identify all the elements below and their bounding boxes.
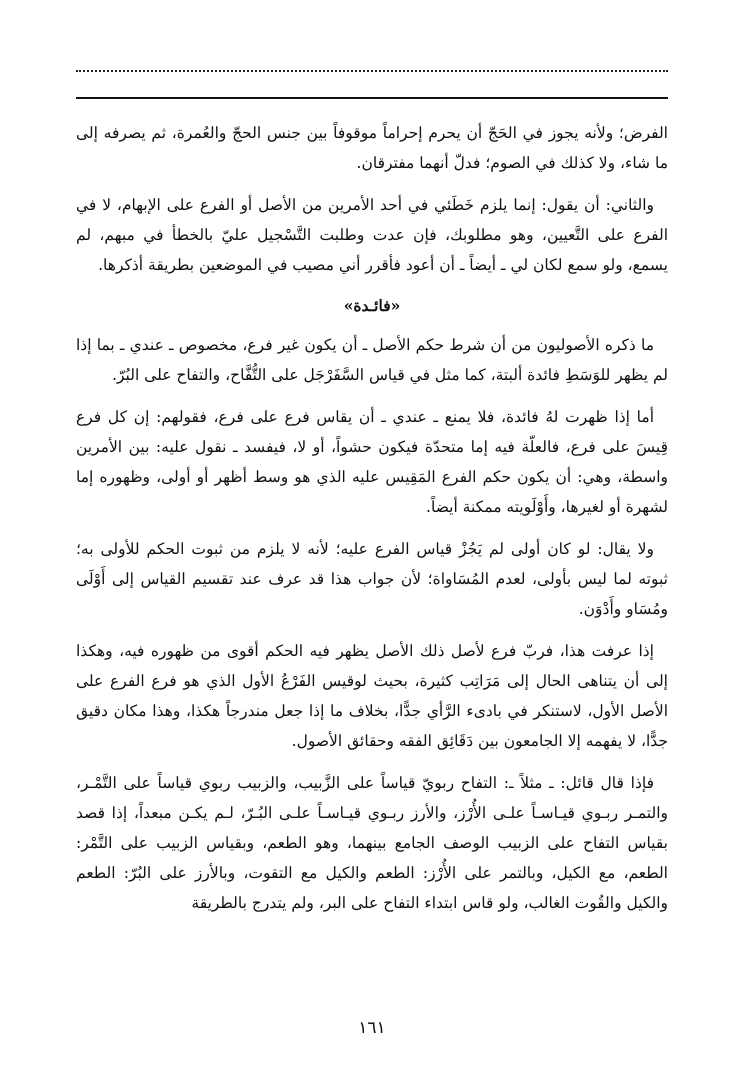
page-body	[76, 118, 668, 930]
section-paragraph-5: فإذا قال قائل: ـ مثلاً ـ: التفاح ربويّ قياساً على الزَّبيب، والزبيب ربوي قياساً على التَّمْـر، والتمـر ربـوي قيـاسـاً علـى الأُرْز، والأرز ربـوي قيـاسـاً علـى البُـرّ، لـم يكـن مبعداً، إذا قصد بقياس التفاح على الزبيب الوصف الجامع بينهما، وهو الطعم، وبقياس الزبيب على التَّمْر: الطعم، مع الكيل، وبالتمر على الأُرْز: الطعم والكيل مع التقوت، وبالأرز على البُرّ: الطعم والكيل والقُوت الغالب، ولو قاس ابتداء التفاح على البر، ولم يتدرج بالطريقة	[76, 774, 668, 912]
section-paragraph-3: ولا يقال: لو كان أولى لم يَجُزْ قياس الفرع عليه؛ لأنه لا يلزم من ثبوت الحكم للأولى به؛ ثبوته لما ليس بأولى، لعدم المُسَاواة؛ لأن جواب هذا قد عرف عند تقسيم القياس إلى أَوْلَى ومُسَاو وأَدْوَن.	[76, 540, 668, 618]
document-page	[76, 0, 668, 1092]
paragraph-1: الفرض؛ ولأنه يجوز في الحَجّ أن يحرم إحراماً موقوفاً بين جنس الحجّ والعُمرة، ثم يصرفه إلى ما شاء، ولا كذلك في الصوم؛ فدلّ أنهما مفترقان.	[76, 124, 668, 172]
section-paragraph-4: إذا عرفت هذا، فربّ فرع لأصل ذلك الأصل يظهر فيه الحكم أقوى من ظهوره فيه، وهكذا إلى أن يتناهى الحال إلى مَرَاتِب كثيرة، بحيث لوقيس الفَرْعُ الأول الذي هو فرع الفرع على الأصل الأول، لاستنكر في بادىء الرَّأي جدًّا، بخلاف ما إذا جعل مندرجاً هكذا، وهذا مكان دقيق جدًّا، لا يفهمه إلا الجامعون بين دَقَائِق الفقه وحقائق الأصول.	[76, 642, 668, 750]
page-number: ١٦١	[358, 1018, 386, 1038]
section-paragraph-1: ما ذكره الأصوليون من أن شرط حكم الأصل ـ أن يكون غير فرع، مخصوص ـ عندي ـ بما إذا لم يظهر للوَسَطِ فائدة ألبتة، كما مثل في قياس السَّفَرْجَل على التُّفَّاح، والتفاح على البُرّ.	[76, 336, 668, 384]
section-paragraph-2: أما إذا ظهرت لهُ فائدة، فلا يمنع ـ عندي ـ أن يقاس فرع على فرع، فقولهم: إن كل فرع قِيسَ على فرع، فالعلّة فيه إما متحدّة فيكون حشواً، أو لا، فيفسد ـ نقول عليه: بين الأمرين واسطة، وهي: أن يكون حكم الفرع المَقِيس عليه الذي هو وسط أظهر أو أولى، وظهوره إما لشهرة أو لغيرها، وأَوْلَويته ممكنة أيضاً.	[76, 408, 668, 516]
header-rule	[76, 97, 668, 99]
paragraph-2: والثاني: أن يقول: إنما يلزم خَطَئي في أحد الأمرين من الأصل أو الفرع على الإبهام، لا في الفرع على التَّعيين، وهو مطلوبك، فإن عدت وطلبت التَّسْجيل عليّ بالخطأ في مبهم، لم يسمع، ولو سمع لكان لي ـ أيضاً ـ أن أعود فأقرر أني مصيب في الموضعين بطريقة أذكرها.	[76, 196, 668, 274]
header-dotted-line	[76, 70, 668, 84]
section-title: «فائـدة»	[343, 296, 401, 315]
